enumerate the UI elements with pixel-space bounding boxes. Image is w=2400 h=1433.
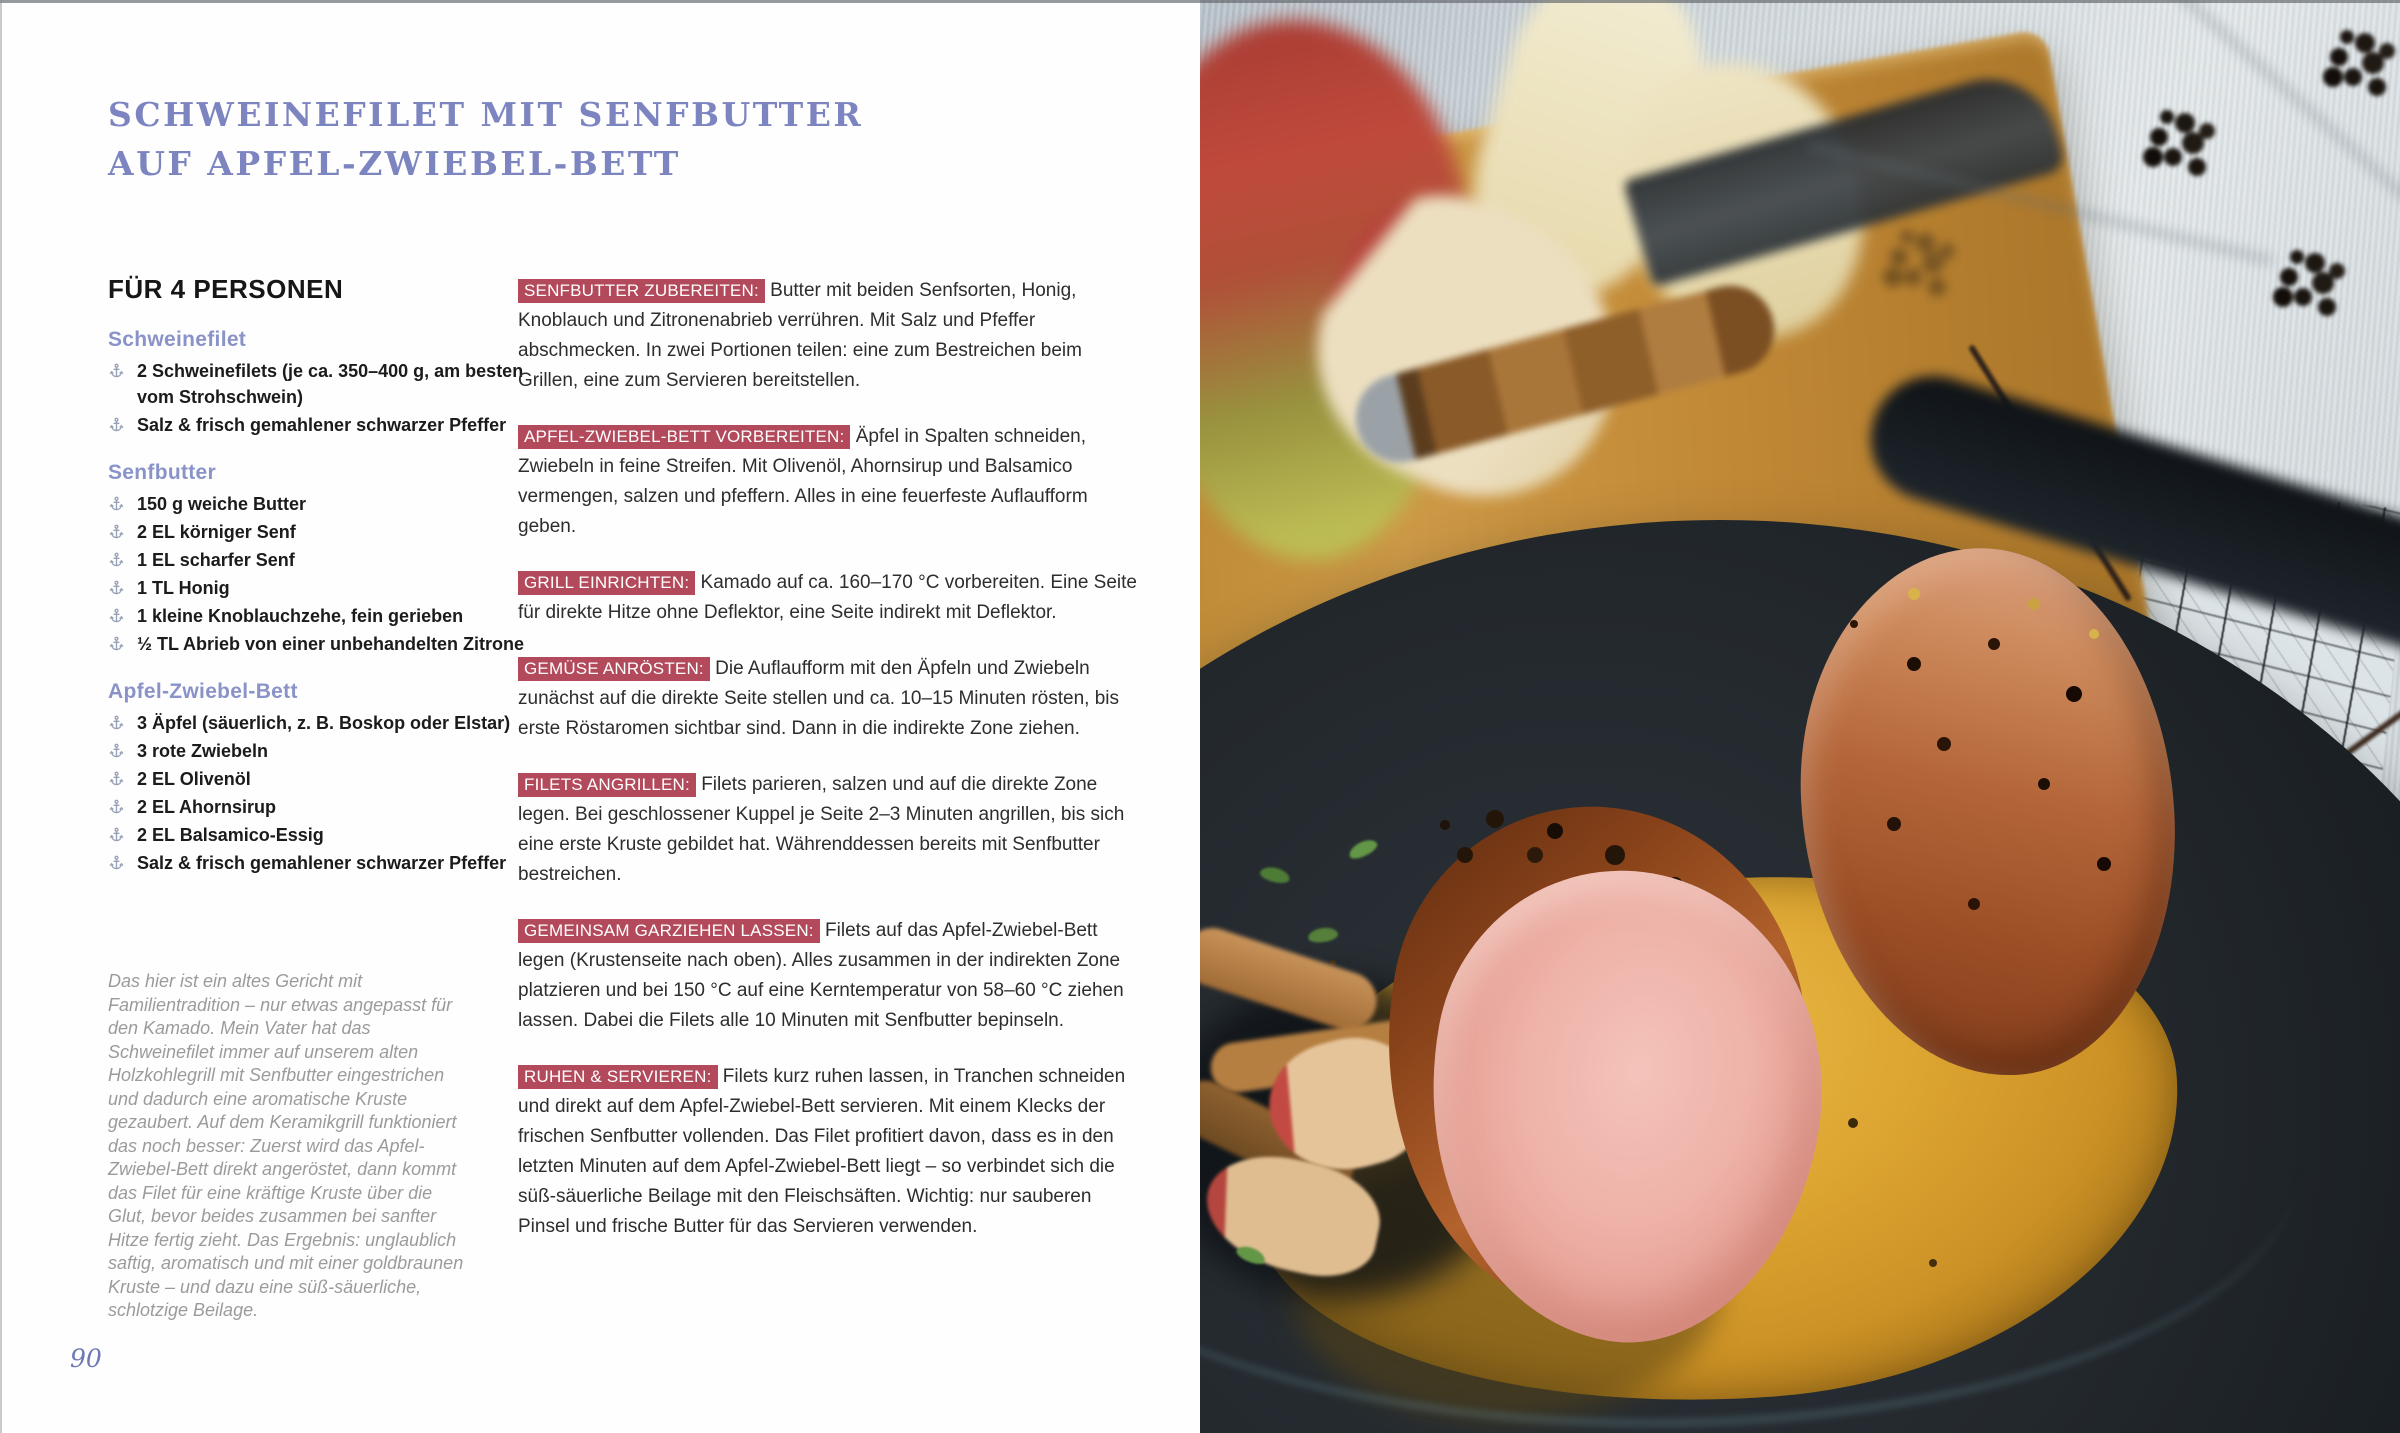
anchor-icon bbox=[108, 415, 125, 435]
anchor-icon bbox=[108, 825, 125, 845]
step-paragraph bbox=[518, 654, 1144, 744]
ingredient-item bbox=[108, 822, 552, 848]
author-note: Das hier ist ein altes Gericht mit Familientradition – nur etwas angepasst für den Kamado. Mein Vater hat das Schweinefilet immer auf unserem alten Holzkohlegrill mit Senfbutter eingestrichen und dadurch eine aromatische Kruste gezaubert. Auf dem Keramikgrill funktioniert das noch besser: Zuerst wird das Apfel-Zwiebel-Bett direkt angeröstet, dann kommt das Filet für eine kräftige Kruste über die Glut, bevor beides zusammen bei sanfter Hitze fertig zieht. Das Ergebnis: unglaublich saftig, aromatisch und mit einer goldbraunen Kruste – und dazu eine süß-säuerliche, schlotzige Beilage. bbox=[108, 971, 464, 1320]
step-label: SENFBUTTER ZUBEREITEN: bbox=[518, 279, 765, 303]
ingredient-group bbox=[108, 680, 552, 876]
anchor-icon bbox=[108, 361, 125, 381]
servings-heading: FÜR 4 PERSONEN bbox=[108, 274, 344, 304]
page-title-line-1: SCHWEINEFILET MIT SENFBUTTER bbox=[108, 95, 864, 134]
anchor-icon bbox=[108, 853, 125, 873]
ingredient-item bbox=[108, 519, 552, 545]
ingredient-group bbox=[108, 461, 552, 657]
photo-berry-shadow bbox=[1900, 230, 1914, 244]
page-title bbox=[108, 90, 863, 188]
ingredient-text: 150 g weiche Butter bbox=[137, 494, 307, 514]
photo-berries bbox=[2160, 110, 2174, 124]
instruction-steps bbox=[518, 276, 1144, 1268]
ingredient-list bbox=[108, 491, 552, 657]
ingredient-item bbox=[108, 575, 552, 601]
page-title-line-2: AUF APFEL-ZWIEBEL-BETT bbox=[108, 144, 681, 183]
ingredient-item bbox=[108, 766, 552, 792]
ingredient-text: ½ TL Abrieb von einer unbehandelten Zitrone bbox=[137, 634, 525, 654]
ingredient-group-heading: Senfbutter bbox=[108, 461, 216, 484]
anchor-icon bbox=[108, 769, 125, 789]
ingredient-text: 2 EL körniger Senf bbox=[137, 522, 296, 542]
ingredient-item bbox=[108, 547, 552, 573]
ingredient-item bbox=[108, 491, 552, 517]
ingredient-item bbox=[108, 794, 552, 820]
step-paragraph bbox=[518, 276, 1144, 396]
ingredient-text: 2 EL Ahornsirup bbox=[137, 797, 277, 817]
ingredient-text: 1 kleine Knoblauchzehe, fein gerieben bbox=[137, 606, 464, 626]
step-text: Kamado auf ca. 160–170 °C vorbereiten. Eine Seite für direkte Hitze ohne Deflektor, eine Seite indirekt mit Deflektor. bbox=[518, 572, 1137, 623]
step-label: GEMEINSAM GARZIEHEN LASSEN: bbox=[518, 919, 820, 943]
anchor-icon bbox=[108, 741, 125, 761]
book-left-edge bbox=[0, 0, 2, 1433]
step-text: Filets kurz ruhen lassen, in Tranchen schneiden und direkt auf dem Apfel-Zwiebel-Bett servieren. Mit einem Klecks der frischen Senfbutter vollenden. Das Filet profitiert davon, dass es in den letzten Minuten auf dem Apfel-Zwiebel-Bett liegt – so verbindet sich die süß-säuerliche Beilage mit den Fleischsäften. Wichtig: nur sauberen Pinsel und frische Butter für das Servieren verwenden. bbox=[518, 1066, 1126, 1237]
ingredient-item bbox=[108, 631, 552, 657]
anchor-icon bbox=[108, 713, 125, 733]
step-label: GRILL EINRICHTEN: bbox=[518, 571, 695, 595]
step-paragraph bbox=[518, 1062, 1144, 1242]
ingredient-item bbox=[108, 850, 552, 876]
photo-berries bbox=[2340, 30, 2354, 44]
anchor-icon bbox=[108, 797, 125, 817]
anchor-icon bbox=[108, 494, 125, 514]
ingredient-text: 2 Schweinefilets (je ca. 350–400 g, am besten vom Strohschwein) bbox=[137, 361, 524, 407]
ingredient-text: 3 rote Zwiebeln bbox=[137, 741, 269, 761]
ingredient-item bbox=[108, 603, 552, 629]
ingredient-group bbox=[108, 328, 552, 438]
step-text: Die Auflaufform mit den Äpfeln und Zwiebeln zunächst auf die direkte Seite stellen und ca. 10–15 Minuten rösten, bis erste Röstaromen sichtbar sind. Dann in die indirekte Zone ziehen. bbox=[518, 658, 1119, 739]
step-text: Äpfel in Spalten schneiden, Zwiebeln in feine Streifen. Mit Olivenöl, Ahornsirup und Balsamico vermengen, salzen und pfeffern. Alles in eine feuerfeste Auflaufform geben. bbox=[518, 426, 1088, 537]
ingredient-text: 1 EL scharfer Senf bbox=[137, 550, 295, 570]
ingredient-text: 1 TL Honig bbox=[137, 578, 230, 598]
ingredient-group-heading: Apfel-Zwiebel-Bett bbox=[108, 680, 298, 703]
step-text: Filets auf das Apfel-Zwiebel-Bett legen (Krustenseite nach oben). Alles zusammen in der indirekten Zone platzieren und bei 150 °C auf eine Kerntemperatur von 58–60 °C ziehen lassen. Dabei die Filets alle 10 Minuten mit Senfbutter bepinseln. bbox=[518, 920, 1124, 1031]
ingredient-item bbox=[108, 412, 552, 438]
recipe-photo bbox=[1200, 0, 2400, 1433]
ingredient-group-heading: Schweinefilet bbox=[108, 328, 247, 351]
step-paragraph bbox=[518, 422, 1144, 542]
ingredient-groups bbox=[108, 328, 552, 899]
step-text: Filets parieren, salzen und auf die direkte Zone legen. Bei geschlossener Kuppel je Seite 2–3 Minuten angrillen, bis sich eine erste Kruste gebildet hat. Währenddessen bereits mit Senfbutter bestreichen. bbox=[518, 774, 1125, 885]
photo-berries bbox=[2290, 250, 2304, 264]
anchor-icon bbox=[108, 550, 125, 570]
ingredient-item bbox=[108, 738, 552, 764]
page-number: 90 bbox=[70, 1344, 102, 1373]
ingredient-text: 2 EL Balsamico-Essig bbox=[137, 825, 324, 845]
ingredient-list bbox=[108, 358, 552, 438]
ingredient-text: 3 Äpfel (säuerlich, z. B. Boskop oder Elstar) bbox=[137, 713, 511, 733]
anchor-icon bbox=[108, 606, 125, 626]
step-paragraph bbox=[518, 916, 1144, 1036]
step-label: FILETS ANGRILLEN: bbox=[518, 773, 696, 797]
ingredient-text: Salz & frisch gemahlener schwarzer Pfeffer bbox=[137, 415, 507, 435]
step-paragraph bbox=[518, 770, 1144, 890]
ingredient-list bbox=[108, 710, 552, 876]
ingredient-item bbox=[108, 710, 552, 736]
photo-pork-speckles bbox=[1850, 620, 1858, 628]
book-top-edge bbox=[0, 0, 2400, 3]
ingredient-text: Salz & frisch gemahlener schwarzer Pfeffer bbox=[137, 853, 507, 873]
step-label: APFEL-ZWIEBEL-BETT VORBEREITEN: bbox=[518, 425, 850, 449]
ingredient-item bbox=[108, 358, 552, 410]
ingredient-text: 2 EL Olivenöl bbox=[137, 769, 251, 789]
anchor-icon bbox=[108, 578, 125, 598]
step-label: GEMÜSE ANRÖSTEN: bbox=[518, 657, 710, 681]
anchor-icon bbox=[108, 634, 125, 654]
step-text: Butter mit beiden Senfsorten, Honig, Knoblauch und Zitronenabrieb verrühren. Mit Salz und Pfeffer abschmecken. In zwei Portionen teilen: eine zum Bestreichen beim Grillen, eine zum Servieren bereitstellen. bbox=[518, 280, 1082, 391]
step-label: RUHEN & SERVIEREN: bbox=[518, 1065, 718, 1089]
step-paragraph bbox=[518, 568, 1144, 628]
photo-char-spots bbox=[1440, 820, 1450, 830]
anchor-icon bbox=[108, 522, 125, 542]
